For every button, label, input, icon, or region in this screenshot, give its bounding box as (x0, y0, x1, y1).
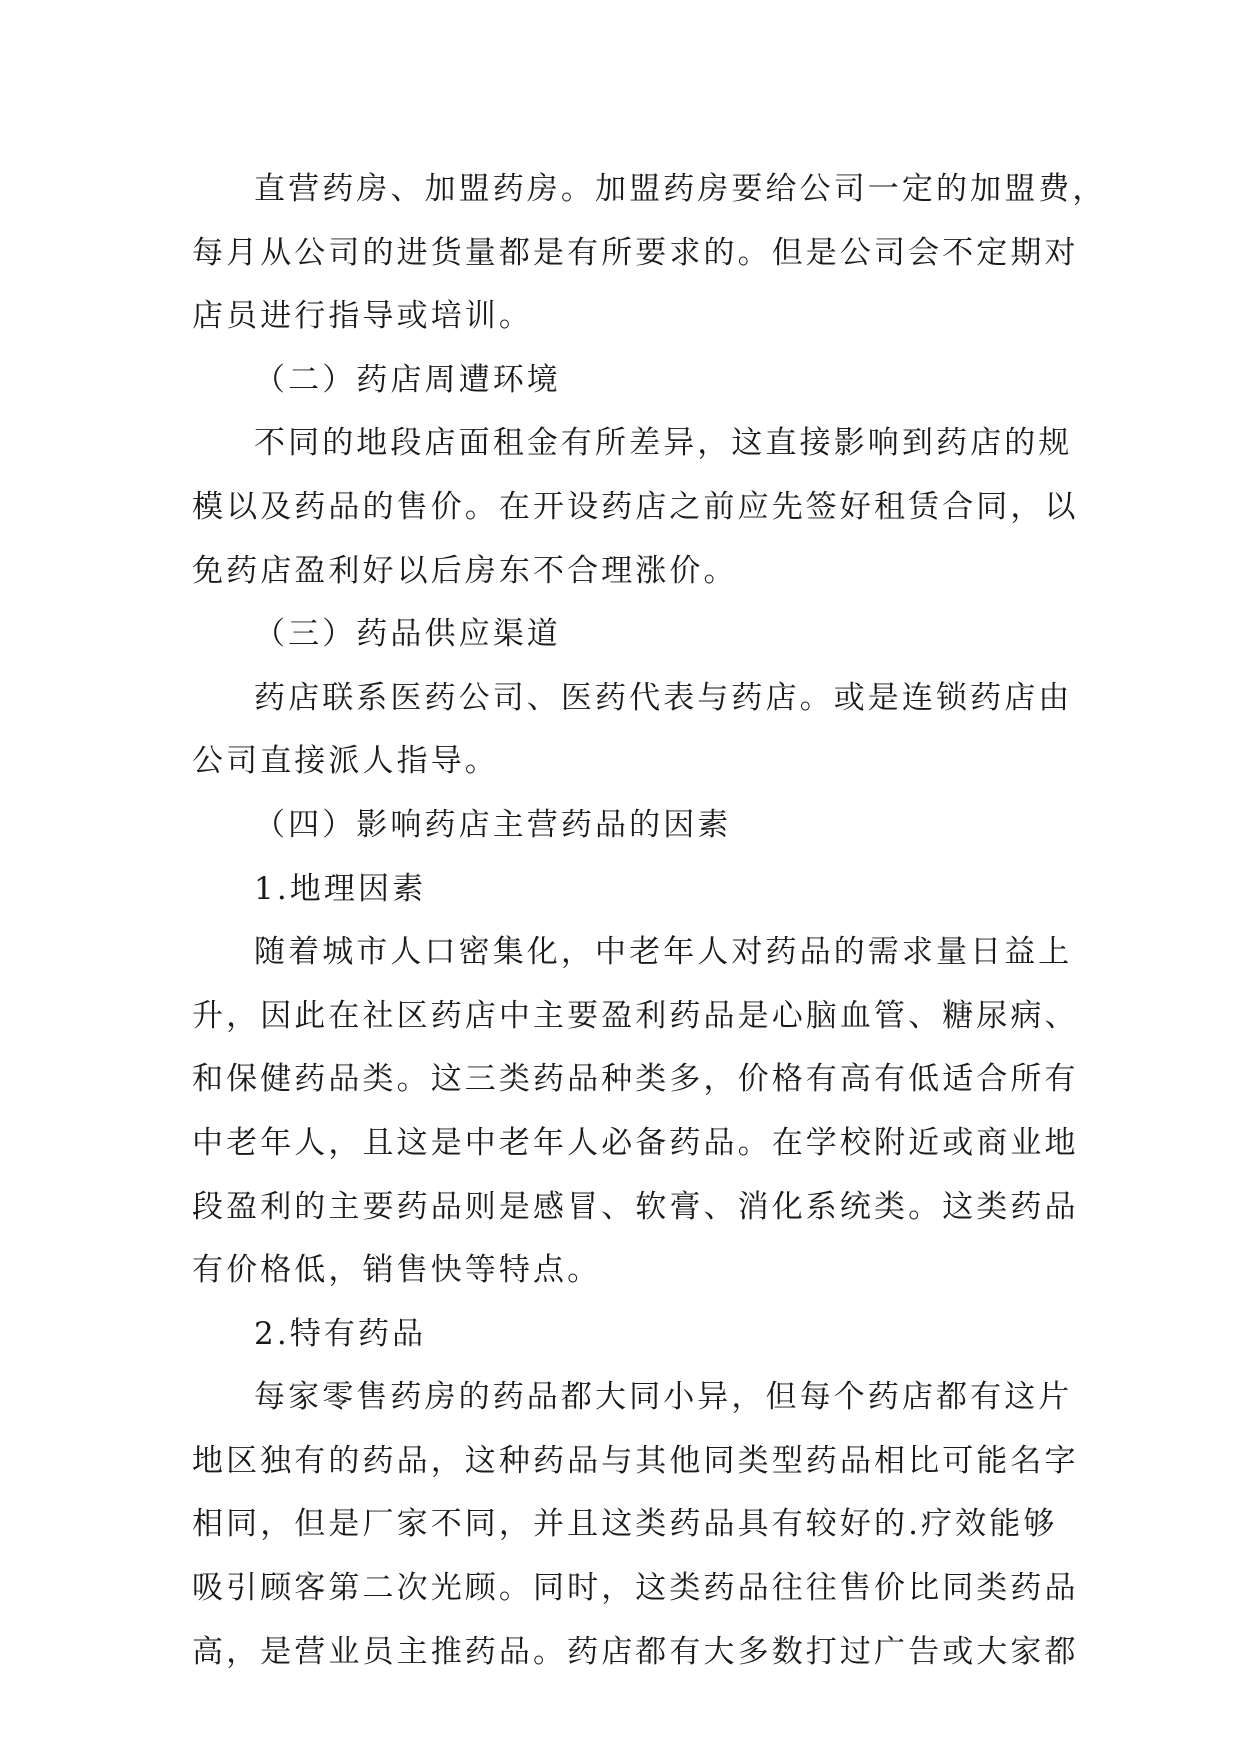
subsection-heading: 1.地理因素 (254, 870, 427, 907)
paragraph-line: 药店联系医药公司、医药代表与药店。或是连锁药店由 (254, 679, 1073, 716)
paragraph-line: 升，因此在社区药店中主要盈利药品是心脑血管、糖尿病、 (192, 997, 1079, 1034)
paragraph-line: 中老年人，且这是中老年人必备药品。在学校附近或商业地 (192, 1124, 1079, 1161)
paragraph-line: 随着城市人口密集化，中老年人对药品的需求量日益上 (254, 934, 1073, 971)
paragraph-line: 段盈利的主要药品则是感冒、软膏、消化系统类。这类药品 (192, 1188, 1079, 1225)
paragraph-line: 免药店盈利好以后房东不合理涨价。 (192, 552, 738, 589)
paragraph-line: 模以及药品的售价。在开设药店之前应先签好租赁合同，以 (192, 488, 1079, 525)
subsection-heading: 2.特有药品 (254, 1315, 427, 1352)
paragraph-line: 相同，但是厂家不同，并且这类药品具有较好的.疗效能够 (192, 1506, 1058, 1543)
paragraph-line: 有价格低，销售快等特点。 (192, 1252, 602, 1289)
paragraph-line: 和保健药品类。这三类药品种类多，价格有高有低适合所有 (192, 1061, 1079, 1098)
section-heading: （四）影响药店主营药品的因素 (254, 806, 732, 843)
paragraph-line: 店员进行指导或培训。 (192, 298, 533, 335)
paragraph-line: 吸引顾客第二次光顾。同时，这类药品往往售价比同类药品 (192, 1570, 1079, 1607)
paragraph-line: 不同的地段店面租金有所差异，这直接影响到药店的规 (254, 425, 1073, 462)
paragraph-line: 地区独有的药品，这种药品与其他同类型药品相比可能名字 (192, 1442, 1079, 1479)
section-heading: （二）药店周遭环境 (254, 361, 561, 398)
body-text (192, 158, 1107, 1684)
paragraph-line: 公司直接派人指导。 (192, 743, 499, 780)
paragraph-line: 每家零售药房的药品都大同小异，但每个药店都有这片 (254, 1379, 1073, 1416)
section-heading: （三）药品供应渠道 (254, 616, 561, 653)
paragraph-line: 每月从公司的进货量都是有所要求的。但是公司会不定期对 (192, 234, 1079, 271)
paragraph-line: 直营药房、加盟药房。加盟药房要给公司一定的加盟费， (254, 171, 1107, 207)
paragraph-line: 高，是营业员主推药品。药店都有大多数打过广告或大家都 (192, 1633, 1079, 1670)
